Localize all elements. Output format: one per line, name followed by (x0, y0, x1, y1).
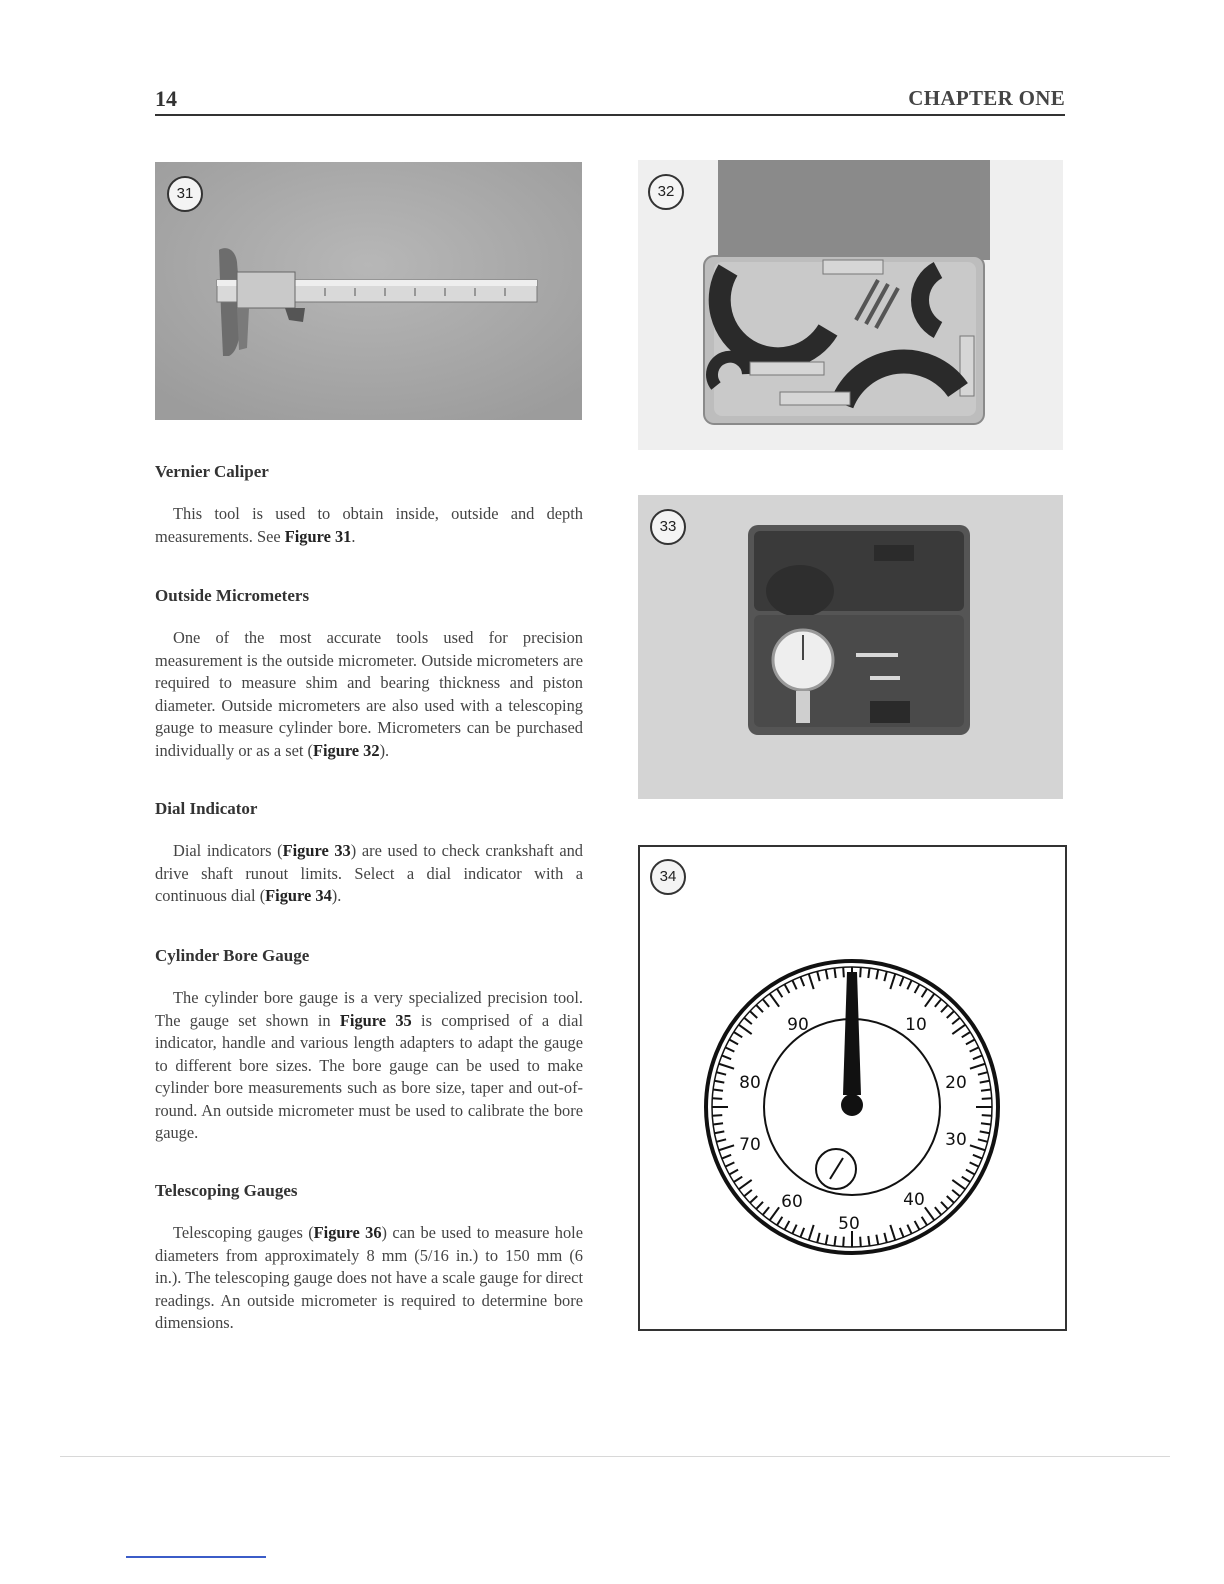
dial-tick (982, 1098, 992, 1099)
dial-label-30: 30 (945, 1130, 967, 1150)
dial-tick (843, 1237, 844, 1247)
paragraph-dial-indicator: Dial indicators (Figure 33) are used to check crankshaft and drive shaft runout limits. Select a dial indicator with a continuous dial (Figure 34). (155, 841, 583, 905)
figure-32-photo (638, 160, 1063, 450)
heading-outside-micrometers: Outside Micrometers (155, 586, 310, 605)
page-number: 14 (155, 86, 177, 111)
dial-tick (843, 967, 844, 977)
dial-tick (713, 1123, 723, 1124)
heading-dial-indicator: Dial Indicator (155, 799, 258, 818)
continuous-dial-drawing (640, 847, 1065, 1329)
dial-label-10: 10 (905, 1015, 927, 1035)
chapter-title: CHAPTER ONE (908, 86, 1065, 110)
dial-label-50: 50 (838, 1214, 860, 1234)
dial-tick (981, 1089, 991, 1090)
vernier-caliper-photo (155, 162, 582, 420)
paragraph-telescoping-gauges: Telescoping gauges (Figure 36) can be used to measure hole diameters from approximately 8 mm (5/16 in.) to 150 mm (6 in.). The telescoping gauge does not have a scale gauge for direct readings. An outside micrometer is required to determine bore dimensions. (155, 1223, 583, 1332)
figure-33-photo (638, 495, 1063, 799)
dial-label-60: 60 (781, 1192, 803, 1212)
dial-tick (860, 967, 861, 977)
dial-label-80: 80 (739, 1073, 761, 1093)
dial-tick (713, 1089, 723, 1090)
dial-tick (834, 1236, 835, 1246)
footer-rule (60, 1456, 1170, 1457)
paragraph-outside-micrometers: One of the most accurate tools used for precision measurement is the outside micrometer. Outside micrometers are required to measure shim and bearing thickness and piston diameter. Outside micrometers are also used with a telescoping gauge to measure cylinder bore. Micrometers can be purchased individually or as a set (Figure 32). (155, 628, 583, 760)
dial-tick (868, 968, 869, 978)
dial-tick (860, 1237, 861, 1247)
dial-tick (982, 1115, 992, 1116)
dial-label-90: 90 (787, 1015, 809, 1035)
micrometer-set-photo (638, 160, 1063, 450)
dial-tick (712, 1098, 722, 1099)
figure-33-number: 33 (650, 509, 686, 545)
dial-label-40: 40 (903, 1190, 925, 1210)
figure-34-number: 34 (650, 859, 686, 895)
heading-cylinder-bore-gauge: Cylinder Bore Gauge (155, 946, 310, 965)
dial-label-20: 20 (945, 1073, 967, 1093)
heading-vernier-caliper: Vernier Caliper (155, 462, 269, 481)
dial-tick (712, 1115, 722, 1116)
figure-31-number: 31 (167, 176, 203, 212)
scan-edge-mark (126, 1556, 266, 1558)
page-header (155, 86, 1065, 116)
dial-tick (834, 968, 835, 978)
dial-tick (868, 1236, 869, 1246)
dial-indicator-kit-photo (638, 495, 1063, 799)
heading-telescoping-gauges: Telescoping Gauges (155, 1181, 298, 1200)
dial-label-70: 70 (739, 1135, 761, 1155)
figure-31-photo (155, 162, 582, 420)
dial-tick (981, 1123, 991, 1124)
paragraph-vernier-caliper: This tool is used to obtain inside, outside and depth measurements. See Figure 31. (155, 504, 583, 546)
paragraph-cylinder-bore-gauge: The cylinder bore gauge is a very specialized precision tool. The gauge set shown in Figure 35 is comprised of a dial indicator, handle and various length adapters to adapt the gauge to different bore sizes. The bore gauge can be used to make cylinder bore measurements such as bore size, taper and out-of-round. An outside micrometer must be used to calibrate the bore gauge. (155, 988, 583, 1142)
figure-32-number: 32 (648, 174, 684, 210)
figure-34-drawing (638, 845, 1067, 1331)
